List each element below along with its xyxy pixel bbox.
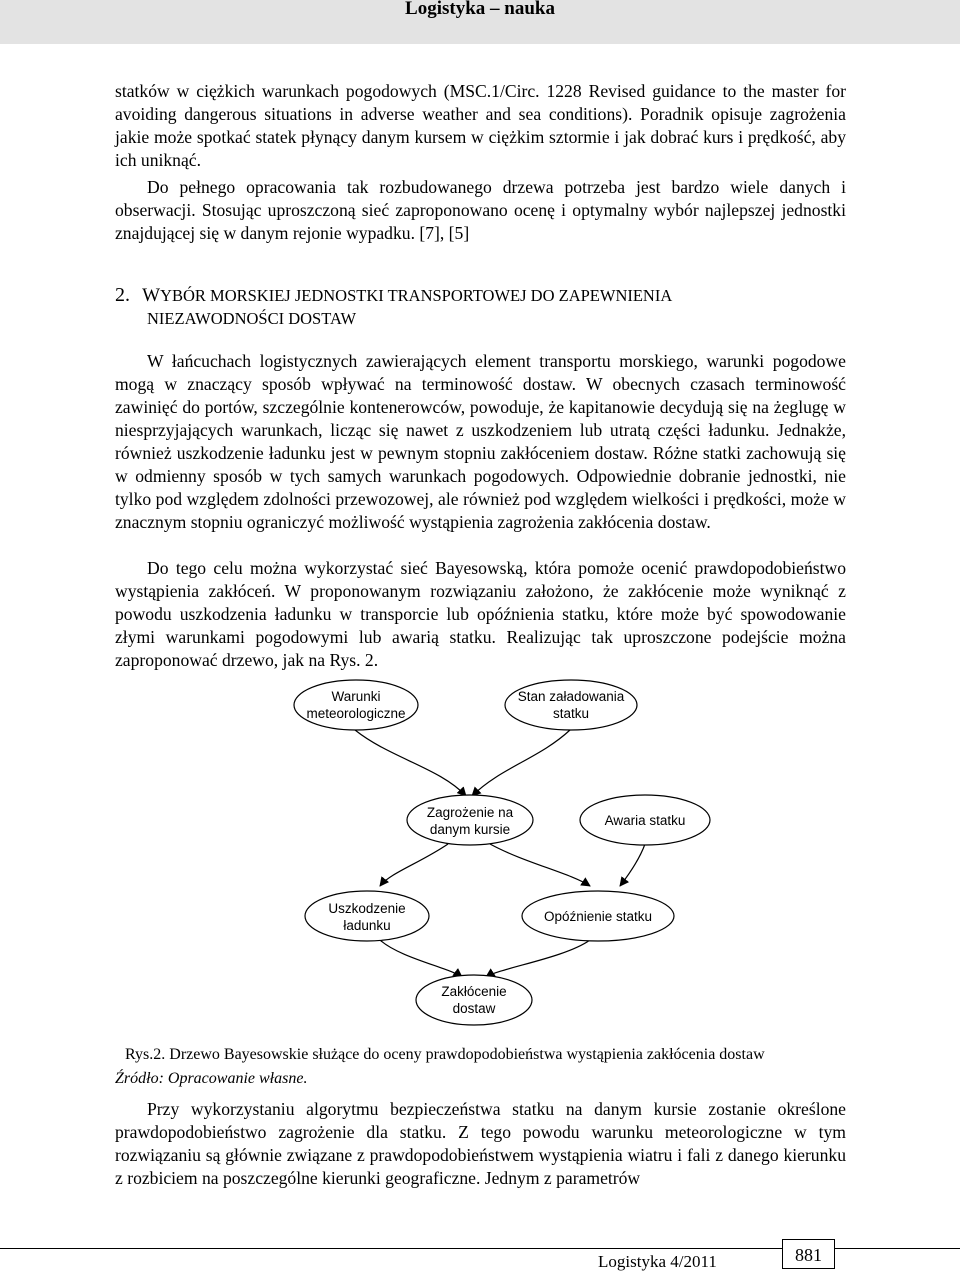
node-hazard-label-2: danym kursie: [429, 822, 511, 837]
edge-failure-delay: [620, 844, 645, 886]
bayesian-tree-diagram: [290, 678, 730, 1035]
paragraph-5: Przy wykorzystaniu algorytmu bezpieczeństwa statku na danym kursie zostanie określone prawdopodobieństwo zagrożenie dla statku. Z tego powodu warunku meteorologiczne w tym rozwiązaniu są głównie związane z prawdopodobieństwem wystąpienia wiatru i fali z danego kierunku z rozbiciem na poszczególne kierunki geograficzne. Jednym z parametrów: [115, 1099, 846, 1188]
node-damage: [305, 891, 429, 941]
node-disruption: [416, 975, 532, 1025]
page-number: 881: [782, 1239, 835, 1269]
running-header: Logistyka – nauka: [405, 0, 555, 19]
section-heading: [115, 284, 846, 328]
section-number: 2.: [115, 284, 130, 306]
section-title-initial: W: [142, 285, 161, 306]
node-damage-label-2: ładunku: [343, 918, 391, 933]
node-disruption-label-2: dostaw: [452, 1001, 496, 1016]
node-disruption-label-1: Zakłócenie: [441, 984, 507, 999]
node-hazard: [407, 795, 533, 845]
edge-loading-hazard: [472, 730, 570, 796]
node-loading-label-1: Stan załadowania: [517, 689, 625, 704]
paragraph-1: statków w ciężkich warunkach pogodowych (MSC.1/Circ. 1228 Revised guidance to the master for avoiding dangerous situations in adverse weather and sea conditions). Poradnik opisuje zagrożenia jakie może spotkać statek płynący danym kursem w ciężkim sztormie i jak dobrać kurs i prędkość, aby ich uniknąć.: [115, 81, 846, 170]
footer-journal: Logistyka 4/2011: [598, 1252, 717, 1271]
node-weather: [294, 680, 418, 730]
figure-source: Źródło: Opracowanie własne.: [115, 1070, 308, 1087]
edge-damage-disruption: [380, 940, 462, 977]
edge-weather-hazard: [355, 730, 466, 796]
edge-hazard-delay: [490, 844, 590, 886]
node-weather-label-2: meteorologiczne: [306, 706, 406, 721]
node-hazard-label-1: Zagrożenie na: [426, 805, 514, 820]
node-weather-label-1: Warunki: [331, 689, 381, 704]
node-delay-label-1: Opóźnienie statku: [543, 909, 653, 924]
paragraph-4: Do tego celu można wykorzystać sieć Bayesowską, która pomoże ocenić prawdopodobieństwo wystąpienia zakłóceń. W proponowanym rozwiązaniu założono, że zakłócenie może wyniknąć z powodu uszkodzenia ładunku w transporcie lub opóźnienia statku, które może być spowodowanie złymi warunkami pogodowymi lub awarią statku. Realizując tak uproszczone podejście można zaproponować drzewo, jak na Rys. 2.: [115, 558, 846, 670]
section-title-line-2: NIEZAWODNOŚCI DOSTAW: [147, 309, 357, 328]
edge-delay-disruption: [486, 940, 590, 977]
paragraph-3: W łańcuchach logistycznych zawierających element transportu morskiego, warunki pogodowe mogą w znaczący sposób wpływać na terminowość dostaw. W obecnych czasach terminowość zawinięć do portów, szczególnie kontenerowców, powoduje, że kapitanowie decydują się na żeglugę w niesprzyjających warunkach, licząc się nawet z uszkodzeniem lub utratą części ładunku. Jednakże, również uszkodzenie ładunku jest w pewnym stopniu zakłóceniem dostaw. Różne statki zachowują się w odmienny sposób w tych samych warunkach pogodowych. Odpowiednie dobranie jednostki, nie tylko pod względem zdolności przewozowej, ale również pod względem wielkości i prędkości, może w znacznym stopniu ograniczyć możliwość wystąpienia zagrożenia zakłócenia dostaw.: [115, 351, 846, 532]
paragraph-2: Do pełnego opracowania tak rozbudowanego drzewa potrzeba jest bardzo wiele danych i obserwacji. Stosując uproszczoną sieć zaproponowano ocenę i optymalny wybór najlepszej jednostki znajdującej się w danym rejonie wypadku. [7], [5]: [115, 177, 846, 243]
figure-caption: Rys.2. Drzewo Bayesowskie służące do oceny prawdopodobieństwa wystąpienia zakłócenia dostaw: [125, 1046, 765, 1063]
node-loading: [505, 680, 637, 730]
node-loading-label-2: statku: [552, 706, 590, 721]
section-title-line-1: YBÓR MORSKIEJ JEDNOSTKI TRANSPORTOWEJ DO ZAPEWNIENIA: [160, 286, 673, 305]
node-damage-label-1: Uszkodzenie: [328, 901, 406, 916]
edge-hazard-damage: [380, 844, 448, 886]
node-failure-label-1: Awaria statku: [604, 813, 686, 828]
